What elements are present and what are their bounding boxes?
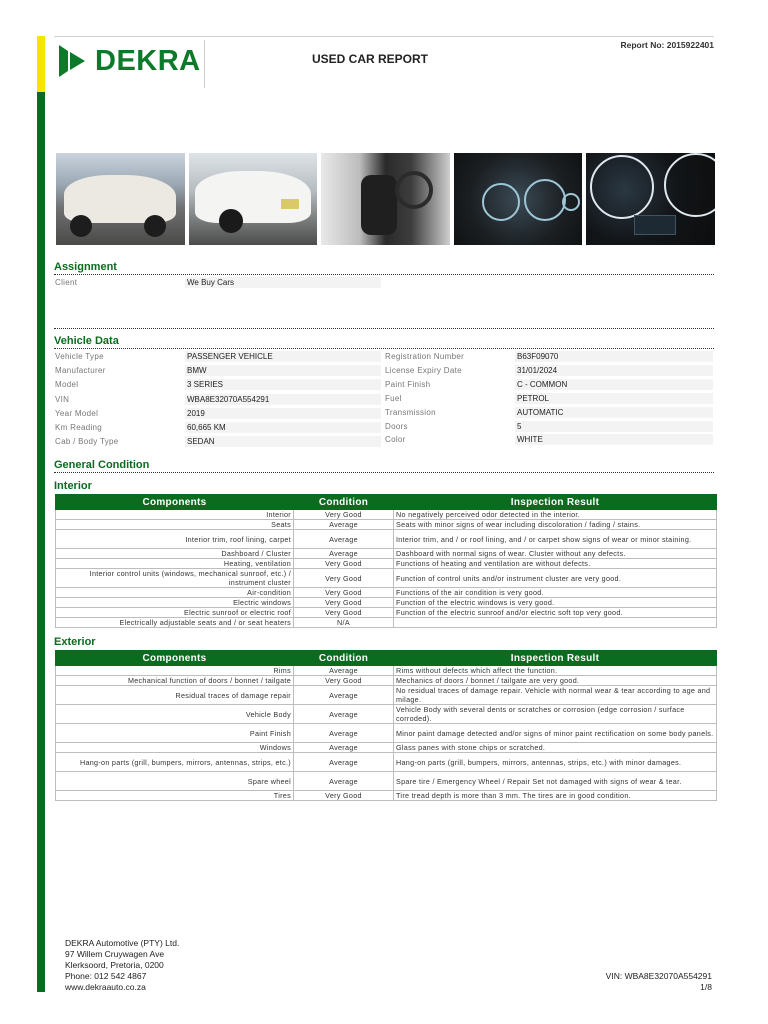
interior-heading: Interior: [54, 480, 92, 492]
table-row: [56, 520, 717, 530]
footer-website[interactable]: www.dekraauto.co.za: [65, 982, 146, 992]
table-row: [56, 666, 717, 676]
component-cell: Interior trim, roof lining, carpet: [56, 530, 294, 549]
registration-value: B63F09070: [515, 351, 713, 362]
table-row: [56, 705, 717, 724]
color-label: Color: [385, 435, 406, 444]
table-row: [56, 569, 717, 588]
fuel-label: Fuel: [385, 394, 402, 403]
dekra-logo-icon: [57, 43, 87, 79]
footer-phone: Phone: 012 542 4867: [65, 971, 147, 981]
condition-cell: Average: [294, 724, 394, 743]
table-row: [56, 753, 717, 772]
component-cell: Electric sunroof or electric roof: [56, 608, 294, 618]
component-cell: Tires: [56, 791, 294, 801]
result-cell: Function of the electric sunroof and/or electric soft top very good.: [394, 608, 717, 618]
model-value: 3 SERIES: [185, 379, 381, 390]
vehicle-type-label: Vehicle Type: [55, 352, 104, 361]
result-cell: Function of the electric windows is very good.: [394, 598, 717, 608]
component-cell: Paint Finish: [56, 724, 294, 743]
sidebar-accent-green: [37, 92, 45, 992]
result-cell: No negatively perceived odor detected in the interior.: [394, 510, 717, 520]
vin-value: WBA8E32070A554291: [185, 394, 381, 405]
photo-instrument-cluster[interactable]: [454, 153, 583, 245]
license-expiry-label: License Expiry Date: [385, 366, 462, 375]
table-row: [56, 686, 717, 705]
fuel-value: PETROL: [515, 393, 713, 404]
result-cell: Mechanics of doors / bonnet / tailgate are very good.: [394, 676, 717, 686]
footer-address-line1: 97 Willem Cruywagen Ave: [65, 949, 165, 959]
condition-cell: Average: [294, 743, 394, 753]
table-row: [56, 618, 717, 628]
sidebar-accent-yellow: [37, 36, 45, 92]
component-cell: Hang-on parts (grill, bumpers, mirrors, antennas, strips, etc.): [56, 753, 294, 772]
table-row: [56, 772, 717, 791]
assignment-heading: Assignment: [54, 261, 117, 273]
component-cell: Interior: [56, 510, 294, 520]
general-condition-rule: [54, 472, 714, 473]
component-cell: Dashboard / Cluster: [56, 549, 294, 559]
table-row: [56, 676, 717, 686]
report-number: Report No: 2015922401: [620, 40, 714, 50]
km-reading-value: 60,665 KM: [185, 422, 381, 433]
page-number: 1/8: [700, 982, 712, 992]
condition-cell: Average: [294, 530, 394, 549]
table-row: [56, 549, 717, 559]
year-model-label: Year Model: [55, 409, 99, 418]
result-cell: Glass panes with stone chips or scratched.: [394, 743, 717, 753]
color-value: WHITE: [515, 434, 713, 445]
condition-cell: Average: [294, 772, 394, 791]
table-row: [56, 530, 717, 549]
year-model-value: 2019: [185, 408, 381, 419]
manufacturer-value: BMW: [185, 365, 381, 376]
vehicle-data-heading: Vehicle Data: [54, 335, 119, 347]
condition-cell: Average: [294, 666, 394, 676]
report-title: USED CAR REPORT: [312, 52, 429, 66]
result-cell: Dashboard with normal signs of wear. Cluster without any defects.: [394, 549, 717, 559]
component-cell: Residual traces of damage repair: [56, 686, 294, 705]
vehicle-photos: [56, 153, 715, 245]
result-cell: Vehicle Body with several dents or scratches or corrosion (edge corrosion / surface corroded).: [394, 705, 717, 724]
component-cell: Electric windows: [56, 598, 294, 608]
component-cell: Rims: [56, 666, 294, 676]
result-cell: Tire tread depth is more than 3 mm. The tires are in good condition.: [394, 791, 717, 801]
table-row: [56, 598, 717, 608]
table-row: [56, 791, 717, 801]
header-rule: [54, 36, 714, 37]
model-label: Model: [55, 380, 79, 389]
logo-divider: [204, 40, 205, 88]
component-cell: Windows: [56, 743, 294, 753]
col-components: Components: [56, 495, 294, 510]
result-cell: Minor paint damage detected and/or signs of minor paint rectification on some body panels.: [394, 724, 717, 743]
assignment-bottom-rule: [54, 328, 714, 329]
table-row: [56, 559, 717, 569]
client-label: Client: [55, 278, 78, 287]
photo-interior-seats[interactable]: [321, 153, 450, 245]
condition-cell: Very Good: [294, 510, 394, 520]
body-type-label: Cab / Body Type: [55, 437, 119, 446]
exterior-table: [55, 650, 717, 801]
table-row: [56, 588, 717, 598]
table-row: [56, 724, 717, 743]
condition-cell: Very Good: [294, 588, 394, 598]
doors-value: 5: [515, 421, 713, 432]
table-row: [56, 510, 717, 520]
component-cell: Vehicle Body: [56, 705, 294, 724]
condition-cell: Very Good: [294, 791, 394, 801]
paint-finish-value: C - COMMON: [515, 379, 713, 390]
assignment-rule: [54, 274, 714, 275]
result-cell: Rims without defects which affect the function.: [394, 666, 717, 676]
result-cell: Functions of the air condition is very good.: [394, 588, 717, 598]
component-cell: Interior control units (windows, mechanical sunroof, etc.) / instrument cluster: [56, 569, 294, 588]
exterior-heading: Exterior: [54, 636, 96, 648]
condition-cell: Average: [294, 549, 394, 559]
result-cell: Spare tire / Emergency Wheel / Repair Set not damaged with signs of wear & tear.: [394, 772, 717, 791]
component-cell: Heating, ventilation: [56, 559, 294, 569]
condition-cell: Average: [294, 520, 394, 530]
vehicle-type-value: PASSENGER VEHICLE: [185, 351, 381, 362]
table-row: [56, 608, 717, 618]
license-expiry-value: 31/01/2024: [515, 365, 713, 376]
registration-label: Registration Number: [385, 352, 465, 361]
condition-cell: Very Good: [294, 676, 394, 686]
table-row: [56, 743, 717, 753]
col-inspection-result: Inspection Result: [394, 495, 717, 510]
footer-address: [65, 938, 179, 993]
result-cell: Function of control units and/or instrument cluster are very good.: [394, 569, 717, 588]
general-condition-heading: General Condition: [54, 459, 150, 471]
footer-meta: [606, 971, 712, 993]
dekra-logo: [57, 43, 201, 79]
result-cell: Hang-on parts (grill, bumpers, mirrors, antennas, strips, etc.) with minor damages.: [394, 753, 717, 772]
logo-text: DEKRA: [95, 44, 201, 77]
transmission-value: AUTOMATIC: [515, 407, 713, 418]
condition-cell: Average: [294, 686, 394, 705]
paint-finish-label: Paint Finish: [385, 380, 431, 389]
result-cell: No residual traces of damage repair. Vehicle with normal wear & tear according to age and milage.: [394, 686, 717, 705]
condition-cell: Average: [294, 753, 394, 772]
vin-label: VIN: [55, 395, 70, 404]
footer-vin: VIN: WBA8E32070A554291: [605, 971, 712, 981]
condition-cell: Very Good: [294, 569, 394, 588]
photo-odometer[interactable]: [586, 153, 715, 245]
result-cell: Interior trim, and / or roof lining, and / or carpet show signs of wear or minor staining.: [394, 530, 717, 549]
component-cell: Air-condition: [56, 588, 294, 598]
footer-company: DEKRA Automotive (PTY) Ltd.: [65, 938, 180, 948]
result-cell: [394, 618, 717, 628]
photo-rear-view[interactable]: [189, 153, 318, 245]
component-cell: Spare wheel: [56, 772, 294, 791]
component-cell: Seats: [56, 520, 294, 530]
col-condition: Condition: [294, 495, 394, 510]
col-condition: Condition: [294, 651, 394, 666]
result-cell: Functions of heating and ventilation are without defects.: [394, 559, 717, 569]
condition-cell: Very Good: [294, 608, 394, 618]
condition-cell: Very Good: [294, 598, 394, 608]
condition-cell: N/A: [294, 618, 394, 628]
client-value: We Buy Cars: [185, 277, 381, 288]
col-inspection-result: Inspection Result: [394, 651, 717, 666]
km-reading-label: Km Reading: [55, 423, 103, 432]
body-type-value: SEDAN: [185, 436, 381, 447]
transmission-label: Transmission: [385, 408, 436, 417]
photo-front-view[interactable]: [56, 153, 185, 245]
col-components: Components: [56, 651, 294, 666]
interior-table: [55, 494, 717, 628]
component-cell: Electrically adjustable seats and / or seat heaters: [56, 618, 294, 628]
vehicle-data-rule: [54, 348, 714, 349]
doors-label: Doors: [385, 422, 408, 431]
condition-cell: Very Good: [294, 559, 394, 569]
component-cell: Mechanical function of doors / bonnet / tailgate: [56, 676, 294, 686]
footer-address-line2: Klerksoord, Pretoria, 0200: [65, 960, 164, 970]
condition-cell: Average: [294, 705, 394, 724]
result-cell: Seats with minor signs of wear including discoloration / fading / stains.: [394, 520, 717, 530]
manufacturer-label: Manufacturer: [55, 366, 106, 375]
